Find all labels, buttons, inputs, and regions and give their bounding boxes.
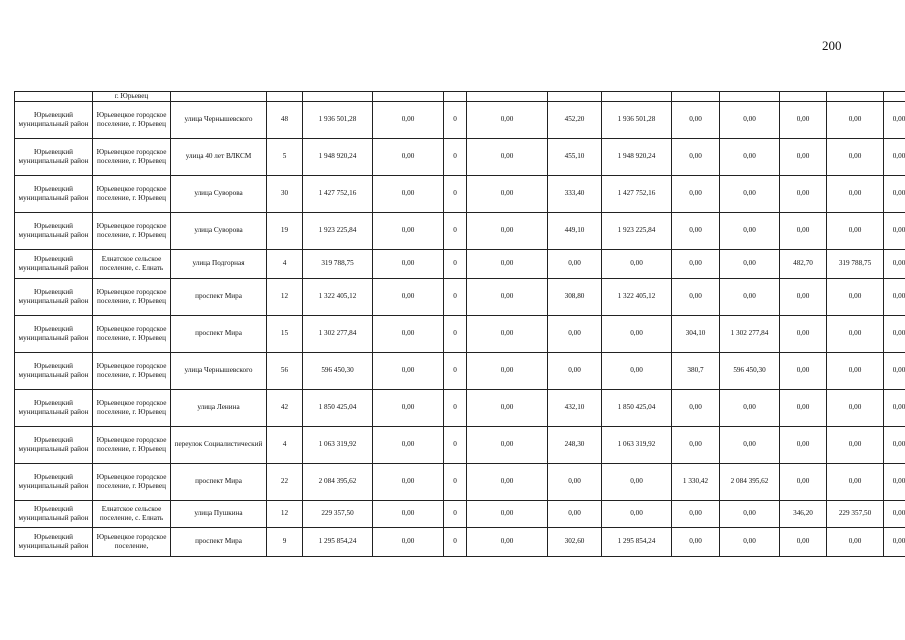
- value-cell: 0,00: [884, 101, 905, 138]
- value-cell: 0,00: [373, 278, 444, 315]
- cost-cell: 0,00: [602, 249, 672, 278]
- house-number-cell: 9: [267, 527, 303, 556]
- total-cost-cell: 1 063 319,92: [303, 426, 373, 463]
- cost-cell: 319 788,75: [827, 249, 884, 278]
- house-number-cell: 30: [267, 175, 303, 212]
- district-cell: Юрьевецкий муниципальный район: [15, 527, 93, 556]
- cost-cell: 0,00: [827, 101, 884, 138]
- cost-cell: 0,00: [602, 352, 672, 389]
- value-cell: 0,00: [884, 389, 905, 426]
- value-cell: 0: [444, 426, 467, 463]
- total-cost-cell: 1 295 854,24: [303, 527, 373, 556]
- area-cell: 0,00: [780, 175, 827, 212]
- total-cost-cell: 1 427 752,16: [303, 175, 373, 212]
- area-cell: 0,00: [780, 389, 827, 426]
- area-cell: 449,10: [548, 212, 602, 249]
- district-cell: Юрьевецкий муниципальный район: [15, 138, 93, 175]
- cost-cell: 0,00: [827, 278, 884, 315]
- table-row: [15, 101, 905, 138]
- value-cell: 0: [444, 175, 467, 212]
- table-row: [15, 426, 905, 463]
- house-number-cell: 42: [267, 389, 303, 426]
- cost-cell: 0,00: [720, 212, 780, 249]
- value-cell: 0,00: [373, 389, 444, 426]
- total-cost-cell: 596 450,30: [303, 352, 373, 389]
- table-row: [15, 500, 905, 527]
- value-cell: [720, 92, 780, 102]
- value-cell: 0: [444, 212, 467, 249]
- house-number-cell: 5: [267, 138, 303, 175]
- settlement-cell: Юрьевецкое городское поселение, г. Юрьевец: [93, 101, 171, 138]
- cost-cell: 0,00: [720, 175, 780, 212]
- housing-register-table: [14, 91, 905, 557]
- value-cell: [884, 92, 905, 102]
- table-row: [15, 463, 905, 500]
- value-cell: 0,00: [884, 249, 905, 278]
- value-cell: 0: [444, 249, 467, 278]
- table-row: [15, 352, 905, 389]
- total-cost-cell: 1 322 405,12: [303, 278, 373, 315]
- total-cost-cell: 1 302 277,84: [303, 315, 373, 352]
- table-body: [15, 92, 905, 557]
- cost-cell: 0,00: [720, 426, 780, 463]
- total-cost-cell: 1 923 225,84: [303, 212, 373, 249]
- cost-cell: 0,00: [602, 500, 672, 527]
- value-cell: 0,00: [467, 352, 548, 389]
- house-number-cell: 15: [267, 315, 303, 352]
- street-cell: проспект Мира: [171, 527, 267, 556]
- cost-cell: 0,00: [720, 389, 780, 426]
- cost-cell: 0,00: [827, 463, 884, 500]
- value-cell: [444, 92, 467, 102]
- district-cell: Юрьевецкий муниципальный район: [15, 175, 93, 212]
- value-cell: 0,00: [467, 389, 548, 426]
- total-cost-cell: 229 357,50: [303, 500, 373, 527]
- cost-cell: 0,00: [602, 463, 672, 500]
- value-cell: 0,00: [884, 212, 905, 249]
- street-cell: проспект Мира: [171, 315, 267, 352]
- cost-cell: 1 923 225,84: [602, 212, 672, 249]
- table-row: [15, 138, 905, 175]
- value-cell: 0: [444, 138, 467, 175]
- area-cell: 0,00: [672, 212, 720, 249]
- settlement-cell: Юрьевецкое городское поселение, г. Юрьевец: [93, 138, 171, 175]
- house-number-cell: 56: [267, 352, 303, 389]
- district-cell: [15, 92, 93, 102]
- settlement-cell: Юрьевецкое городское поселение, г. Юрьевец: [93, 389, 171, 426]
- cost-cell: 1 936 501,28: [602, 101, 672, 138]
- district-cell: Юрьевецкий муниципальный район: [15, 426, 93, 463]
- area-cell: 0,00: [548, 315, 602, 352]
- table-row: [15, 527, 905, 556]
- area-cell: 1 330,42: [672, 463, 720, 500]
- street-cell: [171, 92, 267, 102]
- area-cell: 0,00: [780, 426, 827, 463]
- value-cell: 0,00: [467, 212, 548, 249]
- area-cell: 304,10: [672, 315, 720, 352]
- value-cell: 0,00: [467, 527, 548, 556]
- area-cell: 455,10: [548, 138, 602, 175]
- settlement-cell: Юрьевецкое городское поселение, г. Юрьевец: [93, 212, 171, 249]
- cost-cell: 0,00: [720, 138, 780, 175]
- value-cell: [467, 92, 548, 102]
- cost-cell: 0,00: [827, 389, 884, 426]
- total-cost-cell: 319 788,75: [303, 249, 373, 278]
- total-cost-cell: 2 084 395,62: [303, 463, 373, 500]
- area-cell: 432,10: [548, 389, 602, 426]
- value-cell: 0,00: [884, 426, 905, 463]
- area-cell: 482,70: [780, 249, 827, 278]
- settlement-cell: Елнатское сельское поселение, с. Елнать: [93, 500, 171, 527]
- area-cell: 0,00: [780, 278, 827, 315]
- value-cell: 0,00: [467, 463, 548, 500]
- cost-cell: 229 357,50: [827, 500, 884, 527]
- street-cell: улица Ленина: [171, 389, 267, 426]
- value-cell: 0,00: [373, 463, 444, 500]
- house-number-cell: 12: [267, 500, 303, 527]
- cost-cell: 0,00: [720, 500, 780, 527]
- value-cell: 0,00: [884, 500, 905, 527]
- cost-cell: 1 427 752,16: [602, 175, 672, 212]
- cost-cell: 1 063 319,92: [602, 426, 672, 463]
- area-cell: 0,00: [672, 249, 720, 278]
- cost-cell: 0,00: [720, 278, 780, 315]
- table-row: [15, 389, 905, 426]
- house-number-cell: 19: [267, 212, 303, 249]
- area-cell: 0,00: [548, 352, 602, 389]
- cost-cell: 2 084 395,62: [720, 463, 780, 500]
- district-cell: Юрьевецкий муниципальный район: [15, 352, 93, 389]
- settlement-cell: Юрьевецкое городское поселение, г. Юрьевец: [93, 175, 171, 212]
- area-cell: 248,30: [548, 426, 602, 463]
- cost-cell: 0,00: [827, 352, 884, 389]
- house-number-cell: 22: [267, 463, 303, 500]
- district-cell: Юрьевецкий муниципальный район: [15, 101, 93, 138]
- value-cell: 0,00: [467, 500, 548, 527]
- cost-cell: 1 302 277,84: [720, 315, 780, 352]
- house-number-cell: 12: [267, 278, 303, 315]
- cost-cell: 1 295 854,24: [602, 527, 672, 556]
- cost-cell: 0,00: [827, 426, 884, 463]
- value-cell: 0,00: [467, 278, 548, 315]
- cost-cell: 596 450,30: [720, 352, 780, 389]
- value-cell: [303, 92, 373, 102]
- table-row: [15, 249, 905, 278]
- value-cell: [827, 92, 884, 102]
- value-cell: 0,00: [467, 175, 548, 212]
- district-cell: Юрьевецкий муниципальный район: [15, 249, 93, 278]
- settlement-cell: Юрьевецкое городское поселение, г. Юрьевец: [93, 426, 171, 463]
- district-cell: Юрьевецкий муниципальный район: [15, 500, 93, 527]
- cost-cell: 0,00: [827, 527, 884, 556]
- settlement-cell: Юрьевецкое городское поселение, г. Юрьевец: [93, 278, 171, 315]
- street-cell: улица 40 лет ВЛКСМ: [171, 138, 267, 175]
- house-number-cell: 4: [267, 426, 303, 463]
- area-cell: 0,00: [780, 212, 827, 249]
- area-cell: 0,00: [780, 101, 827, 138]
- cost-cell: 0,00: [827, 315, 884, 352]
- value-cell: [780, 92, 827, 102]
- cost-cell: 0,00: [720, 527, 780, 556]
- street-cell: улица Пушкина: [171, 500, 267, 527]
- area-cell: 0,00: [672, 426, 720, 463]
- house-number-cell: 4: [267, 249, 303, 278]
- table-row: [15, 175, 905, 212]
- cost-cell: 1 322 405,12: [602, 278, 672, 315]
- district-cell: Юрьевецкий муниципальный район: [15, 463, 93, 500]
- settlement-cell: г. Юрьевец: [93, 92, 171, 102]
- area-cell: 0,00: [672, 527, 720, 556]
- area-cell: 0,00: [672, 101, 720, 138]
- table-row-continued: [15, 92, 905, 102]
- street-cell: переулок Социалистический: [171, 426, 267, 463]
- district-cell: Юрьевецкий муниципальный район: [15, 278, 93, 315]
- area-cell: 0,00: [548, 500, 602, 527]
- area-cell: 0,00: [672, 500, 720, 527]
- district-cell: Юрьевецкий муниципальный район: [15, 389, 93, 426]
- value-cell: 0: [444, 352, 467, 389]
- value-cell: 0: [444, 101, 467, 138]
- cost-cell: 0,00: [827, 138, 884, 175]
- area-cell: 308,80: [548, 278, 602, 315]
- area-cell: 0,00: [672, 175, 720, 212]
- value-cell: 0,00: [884, 463, 905, 500]
- value-cell: 0,00: [467, 426, 548, 463]
- value-cell: 0,00: [373, 101, 444, 138]
- settlement-cell: Юрьевецкое городское поселение,: [93, 527, 171, 556]
- value-cell: [373, 92, 444, 102]
- settlement-cell: Юрьевецкое городское поселение, г. Юрьевец: [93, 315, 171, 352]
- area-cell: 452,20: [548, 101, 602, 138]
- cost-cell: 0,00: [602, 315, 672, 352]
- area-cell: 0,00: [672, 278, 720, 315]
- value-cell: 0,00: [884, 278, 905, 315]
- value-cell: [548, 92, 602, 102]
- value-cell: 0,00: [884, 352, 905, 389]
- settlement-cell: Юрьевецкое городское поселение, г. Юрьевец: [93, 463, 171, 500]
- value-cell: 0,00: [373, 352, 444, 389]
- value-cell: 0,00: [884, 527, 905, 556]
- cost-cell: 1 850 425,04: [602, 389, 672, 426]
- area-cell: 0,00: [780, 527, 827, 556]
- value-cell: 0,00: [373, 426, 444, 463]
- value-cell: 0,00: [373, 527, 444, 556]
- area-cell: 346,20: [780, 500, 827, 527]
- area-cell: 0,00: [548, 249, 602, 278]
- value-cell: 0: [444, 315, 467, 352]
- street-cell: проспект Мира: [171, 463, 267, 500]
- value-cell: 0,00: [373, 249, 444, 278]
- area-cell: 0,00: [672, 389, 720, 426]
- value-cell: 0: [444, 278, 467, 315]
- area-cell: 0,00: [548, 463, 602, 500]
- cost-cell: 0,00: [827, 212, 884, 249]
- total-cost-cell: 1 936 501,28: [303, 101, 373, 138]
- cost-cell: 0,00: [827, 175, 884, 212]
- street-cell: улица Суворова: [171, 212, 267, 249]
- value-cell: 0,00: [373, 212, 444, 249]
- street-cell: улица Подгорная: [171, 249, 267, 278]
- area-cell: 333,40: [548, 175, 602, 212]
- value-cell: 0,00: [467, 249, 548, 278]
- value-cell: 0,00: [373, 315, 444, 352]
- value-cell: 0,00: [467, 101, 548, 138]
- settlement-cell: Юрьевецкое городское поселение, г. Юрьевец: [93, 352, 171, 389]
- total-cost-cell: 1 948 920,24: [303, 138, 373, 175]
- area-cell: 0,00: [780, 463, 827, 500]
- value-cell: 0,00: [467, 315, 548, 352]
- area-cell: 0,00: [780, 138, 827, 175]
- settlement-cell: Елнатское сельское поселение, с. Елнать: [93, 249, 171, 278]
- house-cell: [267, 92, 303, 102]
- cost-cell: 0,00: [720, 101, 780, 138]
- value-cell: 0,00: [373, 175, 444, 212]
- value-cell: 0: [444, 527, 467, 556]
- value-cell: [672, 92, 720, 102]
- cost-cell: 1 948 920,24: [602, 138, 672, 175]
- value-cell: 0,00: [467, 138, 548, 175]
- street-cell: проспект Мира: [171, 278, 267, 315]
- area-cell: 380,7: [672, 352, 720, 389]
- value-cell: 0: [444, 500, 467, 527]
- cost-cell: 0,00: [720, 249, 780, 278]
- district-cell: Юрьевецкий муниципальный район: [15, 212, 93, 249]
- district-cell: Юрьевецкий муниципальный район: [15, 315, 93, 352]
- area-cell: 0,00: [780, 315, 827, 352]
- value-cell: 0,00: [373, 138, 444, 175]
- area-cell: 302,60: [548, 527, 602, 556]
- total-cost-cell: 1 850 425,04: [303, 389, 373, 426]
- table-row: [15, 278, 905, 315]
- area-cell: 0,00: [672, 138, 720, 175]
- area-cell: 0,00: [780, 352, 827, 389]
- table-row: [15, 212, 905, 249]
- street-cell: улица Чернышевского: [171, 352, 267, 389]
- value-cell: 0,00: [884, 138, 905, 175]
- table-row: [15, 315, 905, 352]
- street-cell: улица Чернышевского: [171, 101, 267, 138]
- value-cell: [602, 92, 672, 102]
- value-cell: 0,00: [884, 315, 905, 352]
- value-cell: 0,00: [884, 175, 905, 212]
- value-cell: 0: [444, 389, 467, 426]
- value-cell: 0: [444, 463, 467, 500]
- street-cell: улица Суворова: [171, 175, 267, 212]
- page-number: 200: [822, 38, 842, 53]
- house-number-cell: 48: [267, 101, 303, 138]
- value-cell: 0,00: [373, 500, 444, 527]
